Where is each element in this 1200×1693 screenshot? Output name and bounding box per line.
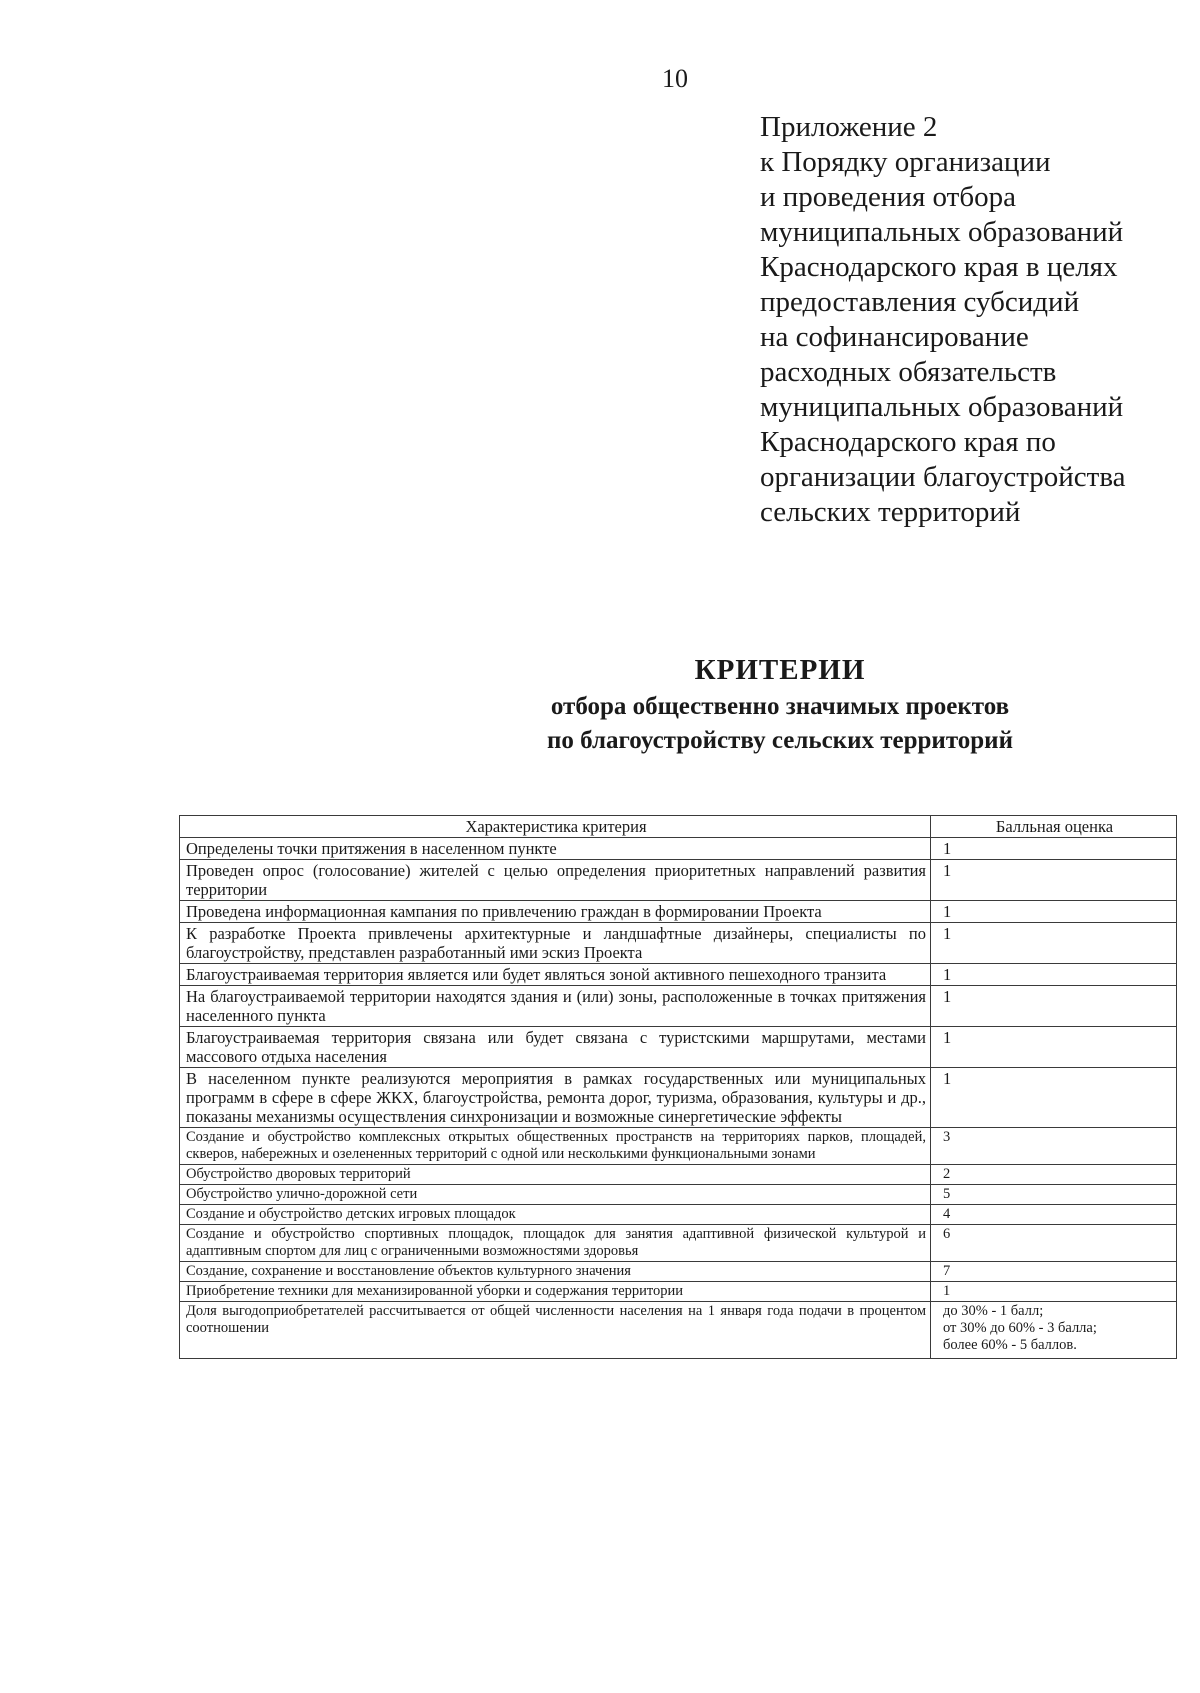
table-row: [180, 1302, 1177, 1359]
score-cell: 1: [931, 838, 1177, 860]
table-row: [180, 1262, 1177, 1282]
appendix-line: расходных обязательств: [760, 356, 1057, 388]
score-range-line: более 60% - 5 баллов.: [943, 1337, 1077, 1353]
score-cell: 1: [931, 901, 1177, 923]
criterion-cell: На благоустраиваемой территории находятся здания и (или) зоны, расположенные в точках притяжения населенного пункта: [180, 986, 931, 1027]
criterion-cell: Приобретение техники для механизированной уборки и содержания территории: [180, 1282, 931, 1302]
column-header-criterion: Характеристика критерия: [180, 816, 931, 838]
table-row: [180, 901, 1177, 923]
appendix-line: организации благоустройства: [760, 461, 1126, 493]
criterion-cell: К разработке Проекта привлечены архитектурные и ландшафтные дизайнеры, специалисты по благоустройству, представлен разработанный ими эскиз Проекта: [180, 923, 931, 964]
score-cell: 1: [931, 1282, 1177, 1302]
table-row: [180, 1027, 1177, 1068]
table-row: [180, 1165, 1177, 1185]
appendix-line: к Порядку организации: [760, 146, 1051, 178]
score-cell: 1: [931, 986, 1177, 1027]
table-row: [180, 964, 1177, 986]
appendix-line: сельских территорий: [760, 496, 1021, 528]
appendix-line: на софинансирование: [760, 321, 1029, 353]
criterion-cell: Благоустраиваемая территория является или будет являться зоной активного пешеходного транзита: [180, 964, 931, 986]
table-row: [180, 1205, 1177, 1225]
criterion-cell: Создание, сохранение и восстановление объектов культурного значения: [180, 1262, 931, 1282]
appendix-line: и проведения отбора: [760, 181, 1016, 213]
score-cell: 1: [931, 923, 1177, 964]
table-row: [180, 838, 1177, 860]
appendix-line: Краснодарского края в целях: [760, 251, 1118, 283]
table-row: [180, 1068, 1177, 1128]
appendix-line: муниципальных образований: [760, 391, 1124, 423]
document-title: [130, 650, 1200, 758]
score-cell: 5: [931, 1185, 1177, 1205]
score-range-line: до 30% - 1 балл;: [943, 1303, 1044, 1319]
criterion-cell: В населенном пункте реализуются мероприятия в рамках государственных или муниципальных программ в сфере в сфере ЖКХ, благоустройства, ремонта дорог, туризма, образования, культуры и др., показаны механизмы осуществления синхронизации и возможные синергетические эффекты: [180, 1068, 931, 1128]
table-row: [180, 1282, 1177, 1302]
appendix-line: Приложение 2: [760, 111, 938, 143]
criterion-cell: Создание и обустройство спортивных площадок, площадок для занятия адаптивной физической культурой и адаптивным спортом для лиц с ограниченными возможностями здоровья: [180, 1225, 931, 1262]
table-row: [180, 860, 1177, 901]
appendix-reference: [760, 110, 1180, 530]
criterion-cell: Проведена информационная кампания по привлечению граждан в формировании Проекта: [180, 901, 931, 923]
criterion-cell: Проведен опрос (голосование) жителей с целью определения приоритетных направлений развития территории: [180, 860, 931, 901]
table-header-row: [180, 816, 1177, 838]
title-subtitle-line-2: по благоустройству сельских территорий: [547, 727, 1013, 754]
criteria-table: [179, 815, 1177, 1359]
score-range-line: от 30% до 60% - 3 балла;: [943, 1320, 1097, 1336]
score-cell: 7: [931, 1262, 1177, 1282]
criterion-cell: Создание и обустройство комплексных открытых общественных пространств на территориях парков, площадей, скверов, набережных и озелененных территорий с одной или несколькими функциональными зонами: [180, 1128, 931, 1165]
page-number: 10: [662, 64, 688, 93]
score-cell: 2: [931, 1165, 1177, 1185]
table-row: [180, 1128, 1177, 1165]
appendix-line: предоставления субсидий: [760, 286, 1080, 318]
title-main: КРИТЕРИИ: [694, 654, 866, 686]
score-cell: 1: [931, 860, 1177, 901]
score-cell: 1: [931, 1068, 1177, 1128]
criterion-cell: Благоустраиваемая территория связана или будет связана с туристскими маршрутами, местами массового отдыха населения: [180, 1027, 931, 1068]
table-row: [180, 986, 1177, 1027]
criterion-cell: Обустройство улично-дорожной сети: [180, 1185, 931, 1205]
criterion-cell: Доля выгодоприобретателей рассчитывается от общей численности населения на 1 января года подачи в процентом соотношении: [180, 1302, 931, 1359]
score-cell: [931, 1302, 1177, 1359]
criterion-cell: Создание и обустройство детских игровых площадок: [180, 1205, 931, 1225]
score-cell: 3: [931, 1128, 1177, 1165]
score-cell: 6: [931, 1225, 1177, 1262]
criterion-cell: Обустройство дворовых территорий: [180, 1165, 931, 1185]
score-cell: 1: [931, 1027, 1177, 1068]
score-cell: 1: [931, 964, 1177, 986]
criterion-cell: Определены точки притяжения в населенном пункте: [180, 838, 931, 860]
title-subtitle-line-1: отбора общественно значимых проектов: [550, 693, 1010, 720]
appendix-line: Краснодарского края по: [760, 426, 1056, 458]
table-row: [180, 923, 1177, 964]
score-cell: 4: [931, 1205, 1177, 1225]
appendix-line: муниципальных образований: [760, 216, 1124, 248]
table-row: [180, 1185, 1177, 1205]
table-row: [180, 1225, 1177, 1262]
column-header-score: Балльная оценка: [931, 816, 1177, 838]
